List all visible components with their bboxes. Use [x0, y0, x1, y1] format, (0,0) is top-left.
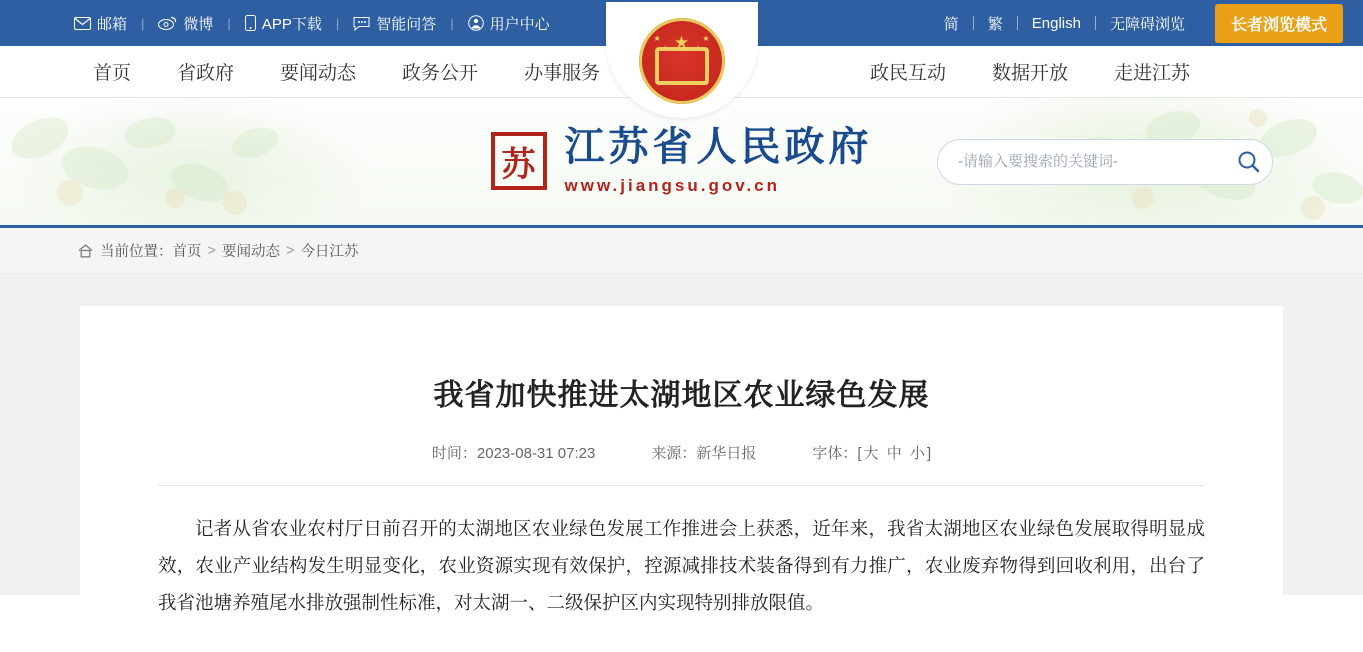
top-link-user-center[interactable]	[454, 13, 564, 34]
font-size-medium[interactable]: 中	[886, 445, 902, 463]
site-brand[interactable]	[491, 126, 873, 196]
chat-icon	[353, 16, 370, 31]
nav-item-provincial-gov[interactable]: 省政府	[177, 63, 235, 84]
breadcrumb-separator: >	[207, 242, 216, 259]
site-title-cn: 江苏省人民政府	[564, 124, 873, 169]
weibo-icon	[158, 16, 177, 30]
search-input[interactable]	[956, 152, 1232, 171]
article-source	[651, 442, 756, 463]
home-icon	[78, 244, 93, 258]
font-size-control[interactable]	[812, 442, 931, 463]
top-link-weibo-label: 微博	[183, 15, 214, 33]
breadcrumb	[0, 228, 1363, 274]
breadcrumb-label: 当前位置：	[100, 244, 173, 260]
top-link-mail-label: 邮箱	[97, 15, 128, 33]
breadcrumb-item-home[interactable]: 首页	[172, 244, 202, 260]
brand-text	[565, 126, 873, 196]
emblem-graphic	[639, 18, 725, 104]
divider	[158, 485, 1205, 486]
top-link-qa-label: 智能问答	[376, 15, 437, 33]
emblem-shield	[606, 2, 758, 118]
search-box[interactable]	[937, 139, 1273, 185]
breadcrumb-separator: >	[285, 242, 295, 259]
nav-item-interaction[interactable]: 政民互动	[869, 63, 946, 84]
lang-simplified[interactable]: 简	[943, 15, 959, 33]
article-meta	[158, 442, 1205, 463]
mobile-icon	[245, 15, 256, 31]
divider: |	[335, 15, 340, 31]
lang-traditional[interactable]: 繁	[987, 15, 1003, 33]
font-bracket-close: ]	[926, 445, 932, 463]
nav-item-gov-affairs[interactable]: 政务公开	[402, 63, 479, 84]
emblem-stars-small: ★ ★ ★ ★	[653, 34, 710, 53]
national-emblem	[606, 2, 758, 118]
search-button[interactable]	[1232, 145, 1266, 179]
emblem-gate	[655, 47, 709, 85]
search-icon	[1236, 149, 1262, 175]
accessibility-link[interactable]: 无障碍浏览	[1109, 15, 1185, 33]
divider: |	[227, 15, 231, 31]
nav-item-about-jiangsu[interactable]: 走进江苏	[1113, 63, 1190, 84]
site-title-en: www.jiangsu.gov.cn	[564, 176, 781, 195]
seal-icon: 苏	[491, 132, 547, 190]
font-bracket-open: [	[857, 445, 862, 463]
article-paragraph: 记者从省农业农村厅日前召开的太湖地区农业绿色发展工作推进会上获悉，近年来，我省太湖地区农业绿色发展取得明显成效，农业产业结构发生明显变化，农业资源实现有效保护，控源减排技术装备得到有力推广，农业废弃物得到回收利用，出台了我省池塘养殖尾水排放强制性标准，对太湖一、二级保护区内实现特别排放限值。	[158, 520, 1205, 615]
nav-item-home[interactable]: 首页	[93, 63, 132, 84]
nav-item-services[interactable]: 办事服务	[524, 63, 601, 84]
mail-icon	[74, 17, 91, 30]
nav-item-news[interactable]: 要闻动态	[280, 63, 357, 84]
article-source-label: 来源：	[651, 445, 697, 463]
top-link-weibo[interactable]	[144, 13, 227, 34]
nav-item-open-data[interactable]: 数据开放	[991, 63, 1068, 84]
top-link-app-label: APP下载	[261, 15, 322, 33]
font-size-label: 字体：	[812, 445, 858, 463]
top-link-qa[interactable]	[339, 13, 450, 34]
article-time	[432, 442, 595, 463]
article-card	[80, 306, 1283, 652]
nav-right-group	[847, 58, 1213, 85]
emblem-star-large: ★	[673, 33, 690, 52]
breadcrumb-item-today-jiangsu[interactable]: 今日江苏	[300, 244, 359, 260]
decorative-leaves-left	[0, 98, 300, 225]
nav-left-group	[70, 58, 623, 85]
top-link-user-center-label: 用户中心	[489, 15, 550, 33]
divider: |	[450, 15, 454, 31]
article-time-value: 2023-08-31 07:23	[476, 445, 596, 463]
font-size-large[interactable]: 大	[863, 445, 879, 463]
breadcrumb-item-news[interactable]: 要闻动态	[221, 244, 280, 260]
top-link-app[interactable]	[231, 13, 336, 34]
article-source-value: 新华日报	[696, 445, 757, 463]
user-icon	[468, 15, 484, 31]
lang-english[interactable]: English	[1031, 14, 1081, 32]
main-navigation	[0, 33, 1363, 98]
page-body	[0, 274, 1363, 615]
font-size-small[interactable]: 小	[909, 445, 925, 463]
page-title: 我省加快推进太湖地区农业绿色发展	[433, 379, 930, 413]
article-time-label: 时间：	[431, 445, 477, 463]
elder-mode-button[interactable]: 长者浏览模式	[1215, 4, 1343, 43]
top-link-mail[interactable]	[60, 13, 141, 34]
divider: |	[141, 15, 145, 31]
top-right-group	[930, 4, 1343, 43]
top-links-group	[60, 13, 564, 34]
